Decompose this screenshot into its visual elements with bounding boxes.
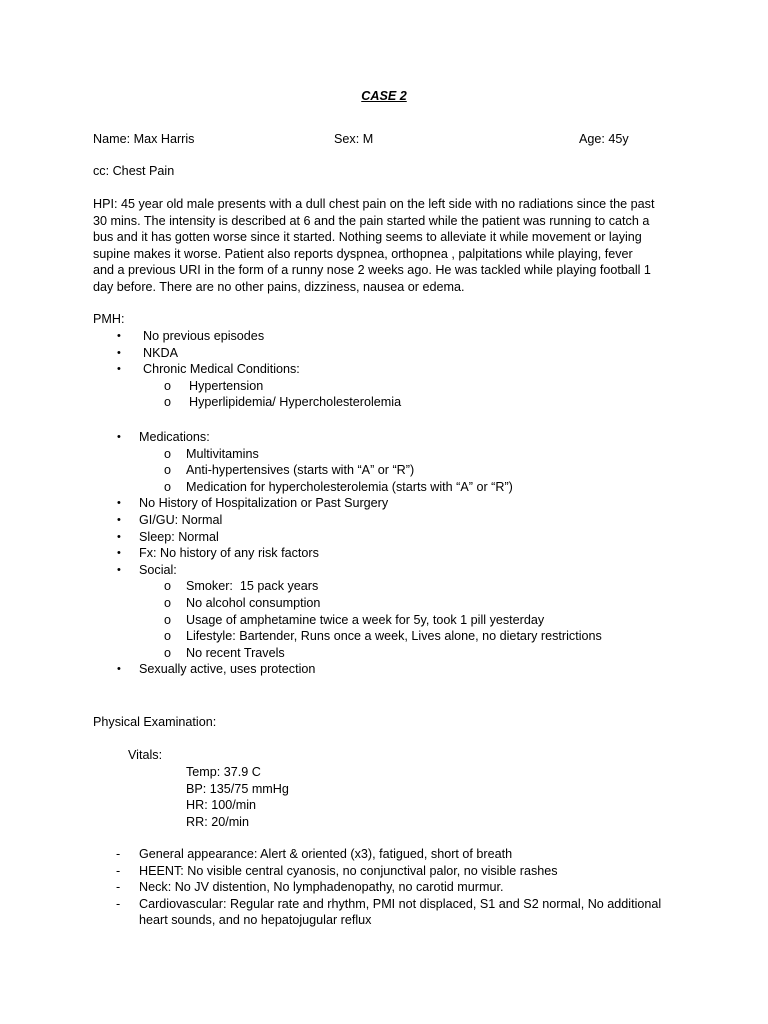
vital-text: RR: 20/min: [186, 814, 249, 829]
pmh-item: [0, 529, 768, 546]
vital-row: [0, 797, 768, 814]
dash-icon: -: [116, 896, 121, 911]
bullet-icon: •: [117, 346, 121, 359]
pmh-subitem: [0, 628, 768, 645]
pmh-list-1: [0, 328, 768, 411]
patient-name: Name: Max Harris: [93, 132, 195, 146]
pmh-subitem-text: Hypertension: [189, 378, 264, 393]
sub-bullet-icon: o: [164, 579, 172, 594]
bullet-icon: •: [117, 431, 121, 443]
hpi-paragraph: HPI: 45 year old male presents with a dull chest pain on the left side with no radiations since the past 30 mins. The intensity is described at 6 and the pain started while the patient was running to catch a bus and it has gotten worse since it started. Nothing seems to alleviate it while movement or laying supine makes it worse. Patient also reports dyspnea, orthopnea , palpitations while playing, fever and a previous URI in the form of a runny nose 2 weeks ago. He was tackled while playing football 1 day before. There are no other pains, dizziness, nausea or edema.: [93, 197, 655, 294]
vitals-label: Vitals:: [128, 748, 163, 762]
exam-findings-list: [0, 846, 768, 929]
pmh-item: [0, 562, 768, 579]
pmh-subitem: [0, 479, 768, 496]
pmh-item-text: Fx: No history of any risk factors: [139, 546, 319, 561]
bullet-icon: •: [117, 363, 121, 376]
pmh-item: [0, 361, 768, 378]
pmh-subitem-text: No alcohol consumption: [186, 595, 321, 610]
finding-item: [0, 863, 768, 880]
bullet-icon: •: [117, 530, 121, 543]
sub-bullet-icon: o: [164, 446, 172, 461]
vitals-list: [0, 764, 768, 830]
finding-continuation: [0, 912, 768, 929]
pmh-heading: PMH:: [93, 312, 125, 326]
vital-text: HR: 100/min: [186, 798, 256, 813]
finding-text: Neck: No JV distention, No lymphadenopathy, no carotid murmur.: [139, 880, 504, 895]
pmh-subitem: [0, 595, 768, 612]
sub-bullet-icon: o: [164, 629, 172, 644]
pmh-item-text: Chronic Medical Conditions:: [143, 362, 300, 377]
sub-bullet-icon: o: [164, 378, 172, 393]
case-title: CASE 2: [361, 89, 407, 103]
pmh-item: [0, 345, 768, 362]
sub-bullet-icon: o: [164, 595, 172, 610]
pmh-item: [0, 661, 768, 678]
sub-bullet-icon: o: [164, 479, 172, 494]
sub-bullet-icon: o: [164, 645, 172, 660]
pmh-item-text: NKDA: [143, 345, 178, 360]
pmh-item: [0, 328, 768, 345]
pmh-item: [0, 512, 768, 529]
pmh-subitem: [0, 394, 768, 411]
bullet-icon: •: [117, 563, 121, 576]
patient-sex: Sex: M: [334, 132, 374, 146]
finding-text: General appearance: Alert & oriented (x3), fatigued, short of breath: [139, 847, 513, 861]
vital-text: BP: 135/75 mmHg: [186, 781, 289, 796]
finding-item: [0, 896, 768, 913]
sub-bullet-icon: o: [164, 463, 172, 478]
pmh-item-text: No History of Hospitalization or Past Surgery: [139, 496, 389, 511]
patient-age: Age: 45y: [579, 132, 629, 146]
pmh-subitem: [0, 578, 768, 595]
pmh-subitem: [0, 446, 768, 463]
pmh-subitem: [0, 462, 768, 479]
bullet-icon: •: [117, 330, 121, 342]
pmh-item-text: GI/GU: Normal: [139, 512, 223, 527]
pmh-subitem-text: Hyperlipidemia/ Hypercholesterolemia: [189, 395, 402, 410]
finding-item: [0, 846, 768, 863]
finding-text: heart sounds, and no hepatojugular reflux: [139, 913, 372, 928]
sub-bullet-icon: o: [164, 612, 172, 627]
pmh-subitem: [0, 378, 768, 395]
dash-icon: -: [116, 847, 121, 861]
pmh-subitem: [0, 612, 768, 629]
finding-text: Cardiovascular: Regular rate and rhythm, PMI not displaced, S1 and S2 normal, No additional: [139, 896, 662, 911]
pmh-item-text: Social:: [139, 562, 177, 577]
pmh-item: [0, 545, 768, 562]
pmh-subitem-text: Multivitamins: [186, 446, 259, 461]
pmh-subitem-text: Smoker: 15 pack years: [186, 579, 319, 594]
exam-heading: Physical Examination:: [93, 715, 217, 729]
dash-icon: -: [116, 880, 121, 895]
pmh-subitem-text: Lifestyle: Bartender, Runs once a week, Lives alone, no dietary restrictions: [186, 629, 602, 644]
pmh-item: [0, 429, 768, 446]
bullet-icon: •: [117, 497, 121, 510]
finding-text: HEENT: No visible central cyanosis, no conjunctival palor, no visible rashes: [139, 863, 558, 878]
bullet-icon: •: [117, 547, 121, 560]
vital-row: [0, 814, 768, 831]
vital-text: Temp: 37.9 C: [186, 765, 261, 779]
bullet-icon: •: [117, 513, 121, 526]
pmh-subitem-text: No recent Travels: [186, 645, 285, 660]
pmh-item: [0, 495, 768, 512]
dash-icon: -: [116, 863, 121, 878]
bullet-icon: •: [117, 663, 121, 676]
pmh-subitem-text: Usage of amphetamine twice a week for 5y, took 1 pill yesterday: [186, 612, 545, 627]
pmh-item-text: Sleep: Normal: [139, 529, 219, 544]
chief-complaint: cc: Chest Pain: [93, 164, 175, 178]
pmh-item-text: Medications:: [139, 430, 210, 444]
pmh-subitem-text: Medication for hypercholesterolemia (starts with “A” or “R”): [186, 479, 513, 494]
vital-row: [0, 781, 768, 798]
finding-item: [0, 879, 768, 896]
vital-row: [0, 764, 768, 781]
pmh-subitem: [0, 645, 768, 662]
pmh-item-text: Sexually active, uses protection: [139, 662, 316, 677]
pmh-list-2: [0, 429, 768, 678]
pmh-item-text: No previous episodes: [143, 329, 265, 343]
pmh-subitem-text: Anti-hypertensives (starts with “A” or “R”): [186, 463, 415, 478]
sub-bullet-icon: o: [164, 395, 172, 410]
